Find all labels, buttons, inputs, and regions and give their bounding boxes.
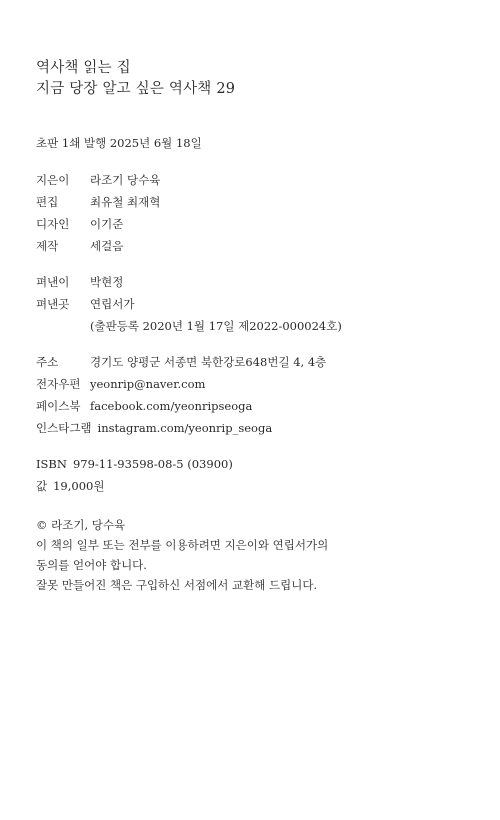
instagram-row xyxy=(36,421,476,436)
email-label: 전자우편 xyxy=(36,377,81,391)
publishing-house-label: 펴낸곳 xyxy=(36,297,70,311)
instagram-value: instagram.com/yeonrip_seoga xyxy=(97,421,273,435)
credit-row-design xyxy=(36,217,476,232)
email-row xyxy=(36,377,476,392)
registration-row xyxy=(36,319,476,334)
series-title: 역사책 읽는 집 xyxy=(36,60,131,76)
credit-row-author xyxy=(36,173,476,188)
instagram-label: 인스타그램 xyxy=(36,421,92,435)
publisher-row xyxy=(36,275,476,290)
address-row xyxy=(36,355,476,370)
publisher-name: 박현정 xyxy=(90,275,124,289)
credit-label: 제작 xyxy=(36,239,59,253)
price-row xyxy=(36,479,476,494)
credit-row-editor xyxy=(36,195,476,210)
copyright-notice-line: 동의를 얻어야 합니다. xyxy=(36,558,147,572)
registration-info: (출판등록 2020년 1월 17일 제2022-000024호) xyxy=(90,319,342,333)
email-value: yeonrip@naver.com xyxy=(90,377,206,391)
credit-value: 이기준 xyxy=(90,217,124,231)
credit-value: 라조기 당수육 xyxy=(90,173,161,187)
price-value: 19,000원 xyxy=(53,479,105,493)
facebook-value: facebook.com/yeonripseoga xyxy=(90,399,253,413)
credit-value: 세걸음 xyxy=(90,239,124,253)
facebook-row xyxy=(36,399,476,414)
copyright-notice-line: 이 책의 일부 또는 전부를 이용하려면 지은이와 연립서가의 xyxy=(36,538,329,552)
credit-label: 디자인 xyxy=(36,217,70,231)
credit-label: 편집 xyxy=(36,195,59,209)
isbn-value: 979-11-93598-08-5 (03900) xyxy=(72,457,233,471)
isbn-section xyxy=(36,457,476,494)
credit-label: 지은이 xyxy=(36,173,70,187)
address-value: 경기도 양평군 서종면 북한강로648번길 4, 4층 xyxy=(90,355,327,369)
colophon-page xyxy=(36,58,476,595)
credits-section xyxy=(36,173,476,254)
price-label: 값 xyxy=(36,479,48,493)
publisher-section xyxy=(36,275,476,334)
contact-section xyxy=(36,355,476,436)
copyright-holder: © 라조기, 당수육 xyxy=(36,518,126,532)
copyright-section xyxy=(36,515,476,595)
copyright-notice-line: 잘못 만들어진 책은 구입하신 서점에서 교환해 드립니다. xyxy=(36,578,318,592)
edition-info: 초판 1쇄 발행 2025년 6월 18일 xyxy=(36,136,202,150)
publisher-label: 펴낸이 xyxy=(36,275,70,289)
address-label: 주소 xyxy=(36,355,59,369)
credit-value: 최유철 최재혁 xyxy=(90,195,161,209)
book-title: 지금 당장 알고 싶은 역사책 29 xyxy=(36,81,236,97)
isbn-row xyxy=(36,457,476,472)
facebook-label: 페이스북 xyxy=(36,399,81,413)
credit-row-production xyxy=(36,239,476,254)
publishing-house-row xyxy=(36,297,476,312)
isbn-label: ISBN xyxy=(36,457,67,471)
publishing-house-name: 연립서가 xyxy=(90,297,135,311)
